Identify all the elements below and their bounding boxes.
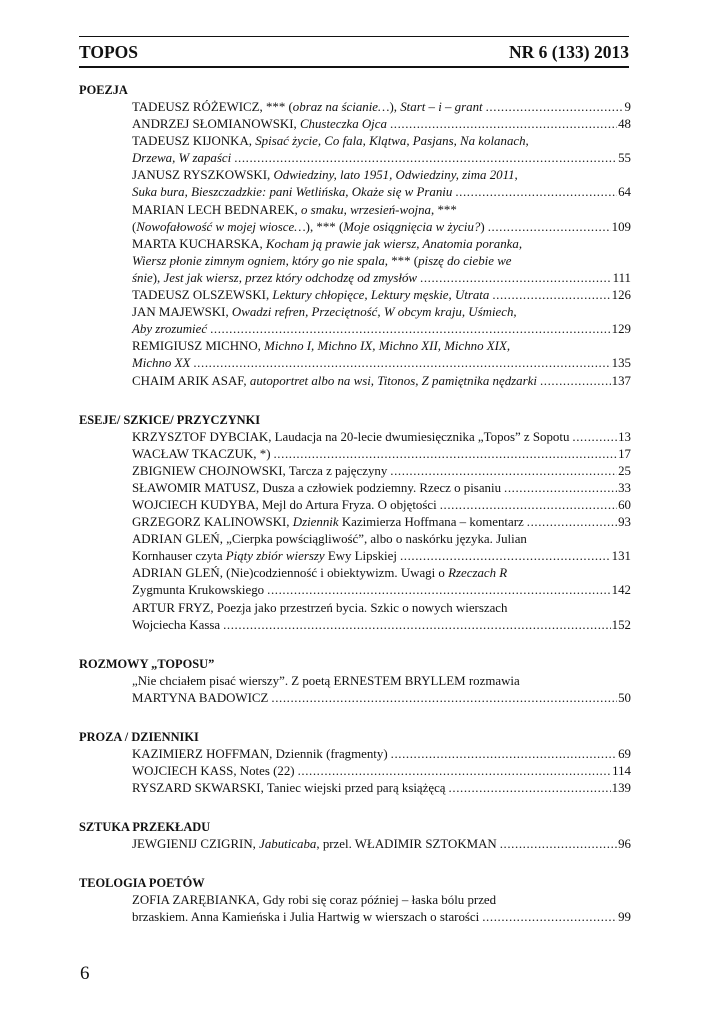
- dot-leader: [455, 184, 617, 201]
- entry-text: [132, 514, 527, 531]
- entry-page-number: 13: [618, 429, 631, 444]
- running-header: [79, 40, 629, 68]
- entry-text: [132, 893, 499, 907]
- section-title: ESEJE/ SZKICE/ PRZYCZYNKI: [79, 412, 261, 427]
- issue-number: NR 6 (133) 2013: [508, 42, 629, 62]
- entry-text: [132, 463, 390, 480]
- dot-leader: [390, 116, 617, 133]
- entry-text-part: ADRIAN GLEŃ, (Nie)codzienność i obiektywizm. Uwagi o: [132, 566, 449, 581]
- toc-entry-line: [79, 167, 631, 184]
- page-number: 6: [80, 963, 90, 984]
- entry-page-number: 64: [618, 185, 631, 200]
- entry-text: [132, 219, 488, 236]
- entry-text: [132, 203, 460, 217]
- dot-leader: [193, 355, 610, 372]
- toc-entry-line: [79, 600, 631, 617]
- toc-entry-line: [79, 202, 631, 219]
- toc-entry-line: [79, 355, 631, 372]
- entry-title-italic: Owadzi refren, Przeciętność, W obcym kraju, Uśmiech,: [231, 305, 517, 320]
- entry-text: [132, 674, 523, 688]
- entry-page-number: 129: [611, 322, 631, 337]
- toc-entry-line: [79, 617, 631, 634]
- entry-text: [132, 270, 420, 287]
- entry-title-italic: Drzewa, W zapaści: [132, 151, 232, 166]
- toc-entry-line: [79, 253, 631, 270]
- entry-text: [132, 150, 234, 167]
- entry-page-number: 50: [618, 690, 631, 705]
- toc-entry-line: [79, 514, 631, 531]
- toc-entry-line: [79, 150, 631, 167]
- entry-text-part: „Nie chciałem pisać wierszy”. Z poetą ERNESTEM BRYLLEM rozmawia: [132, 673, 520, 688]
- entry-title-italic: Odwiedziny, lato 1951, Odwiedziny, zima 2011,: [273, 168, 518, 183]
- entry-text: [132, 746, 391, 763]
- entry-text-part: ZOFIA ZARĘBIANKA, Gdy robi się coraz później – łaska bólu przed: [132, 893, 497, 908]
- entry-page-number: 111: [612, 270, 631, 285]
- entry-page-number: 139: [611, 781, 631, 796]
- entry-page-number: 96: [618, 837, 631, 852]
- toc-section: [79, 412, 631, 634]
- entry-text: [132, 287, 492, 304]
- entry-text-part: Kornhauser czyta: [132, 549, 226, 564]
- entry-text-part: ): [480, 219, 485, 234]
- entry-title-italic: Dziennik: [292, 515, 339, 530]
- entry-title-italic: Rzeczach R: [448, 566, 508, 581]
- entry-text: [132, 548, 400, 565]
- dot-leader: [488, 219, 611, 236]
- toc-entry-line: [79, 673, 631, 690]
- toc-entry-line: [79, 304, 631, 321]
- entry-page-number: 109: [611, 219, 631, 234]
- dot-leader: [223, 617, 611, 634]
- entry-text: [132, 168, 521, 182]
- entry-title-italic: Start – i – grant: [400, 100, 483, 114]
- entry-text: [132, 305, 520, 319]
- toc-entry-line: [79, 531, 631, 548]
- entry-text-part: TADEUSZ RÓŻEWICZ, *** (: [132, 100, 293, 114]
- entry-text-part: Kazimierza Hoffmana – komentarz: [338, 515, 524, 530]
- toc-entry-line: [79, 116, 631, 133]
- entry-text: [132, 909, 482, 926]
- entry-text-part: SŁAWOMIR MATUSZ, Dusza a człowiek podziemny. Rzecz o pisaniu: [132, 480, 502, 495]
- entry-text: [132, 836, 500, 853]
- entry-title-italic: Suka bura, Bieszczadzkie: pani Wetlińska, Okaże się w Praniu: [132, 185, 453, 200]
- entry-text: [132, 480, 504, 497]
- dot-leader: [572, 429, 617, 446]
- toc-entry-line: [79, 548, 631, 565]
- entry-text-part: ),: [152, 270, 164, 285]
- dot-leader: [390, 463, 617, 480]
- entry-page-number: 55: [618, 151, 631, 166]
- entry-text-part: RYSZARD SKWARSKI, Taniec wiejski przed parą książęcą: [132, 781, 446, 796]
- entry-text: [132, 566, 510, 580]
- entry-title-italic: autoportret albo na wsi, Titonos, Z pamiętnika nędzarki: [249, 373, 537, 388]
- journal-title: TOPOS: [79, 42, 139, 62]
- section-title: PROZA / DZIENNIKI: [79, 729, 199, 744]
- entry-page-number: 60: [618, 497, 631, 512]
- entry-text: [132, 355, 193, 372]
- entry-text-part: ARTUR FRYZ, Poezja jako przestrzeń bycia. Szkic o nowych wierszach: [132, 600, 508, 615]
- entry-title-italic: Moje osiągnięcia w życiu?: [343, 219, 481, 234]
- entry-text-part: KAZIMIERZ HOFFMAN, Dziennik (fragmenty): [132, 746, 388, 761]
- dot-leader: [449, 780, 611, 797]
- dot-leader: [391, 746, 617, 763]
- toc-entry-line: [79, 446, 631, 463]
- entry-text: [132, 763, 298, 780]
- toc-entry-line: [79, 219, 631, 236]
- entry-page-number: 33: [618, 480, 631, 495]
- toc-entry-line: [79, 746, 631, 763]
- toc-entry-line: [79, 287, 631, 304]
- dot-leader: [492, 287, 610, 304]
- toc-entry-line: [79, 184, 631, 201]
- entry-text-part: WACŁAW TKACZUK, *): [132, 446, 271, 461]
- toc-entry-line: [79, 373, 631, 390]
- entry-text: [132, 617, 223, 634]
- entry-text-part: KRZYSZTOF DYBCIAK, Laudacja na 20-lecie dwumiesięcznika „Topos” z Sopotu: [132, 429, 570, 444]
- toc-entry-line: [79, 582, 631, 599]
- entry-text: [132, 373, 540, 390]
- toc-entry-line: [79, 763, 631, 780]
- dot-leader: [486, 99, 624, 116]
- entry-text-part: REMIGIUSZ MICHNO,: [132, 339, 265, 354]
- entry-text-part: (: [132, 219, 137, 234]
- table-of-contents: [79, 82, 631, 948]
- entry-page-number: 17: [618, 446, 631, 461]
- entry-title-italic: piszę do ciebie we: [418, 253, 512, 268]
- entry-text: [132, 237, 525, 251]
- toc-entry-line: [79, 236, 631, 253]
- entry-text: [132, 582, 267, 599]
- entry-text-part: , przel. WŁADIMIR SZTOKMAN: [316, 837, 497, 852]
- dot-leader: [540, 373, 611, 390]
- entry-title-italic: Spisać życie, Co fala, Klątwa, Pasjans, Na kolanach,: [255, 134, 529, 149]
- toc-entry-line: [79, 338, 631, 355]
- entry-page-number: 114: [612, 764, 631, 778]
- top-rule: [79, 36, 629, 37]
- entry-text-part: ANDRZEJ SŁOMIANOWSKI,: [132, 117, 300, 132]
- toc-entry-line: [79, 909, 631, 926]
- toc-entry-line: [79, 463, 631, 480]
- entry-text-part: JEWGIENIJ CZIGRIN,: [132, 837, 260, 852]
- dot-leader: [482, 909, 617, 926]
- entry-text-part: JAN MAJEWSKI,: [132, 305, 232, 320]
- entry-text-part: ZBIGNIEW CHOJNOWSKI, Tarcza z pajęczyny: [132, 463, 388, 478]
- section-title: POEZJA: [79, 83, 128, 97]
- entry-page-number: 25: [618, 463, 631, 478]
- entry-text-part: TADEUSZ KIJONKA,: [132, 134, 256, 149]
- entry-text: [132, 532, 530, 546]
- entry-title-italic: Michno XX: [132, 356, 191, 371]
- entry-text: [132, 254, 515, 268]
- dot-leader: [400, 548, 611, 565]
- toc-entry-line: [79, 480, 631, 497]
- toc-entry-line: [79, 836, 631, 853]
- entry-text: [132, 601, 510, 615]
- toc-entry-line: [79, 99, 631, 116]
- toc-entry-line: [79, 429, 631, 446]
- entry-page-number: 137: [611, 373, 631, 388]
- entry-text-part: ADRIAN GLEŃ, „Cierpka powściągliwość”, albo o naskórku języka. Julian: [132, 532, 527, 547]
- entry-text: [132, 446, 273, 463]
- dot-leader: [271, 690, 617, 707]
- entry-text: [132, 339, 513, 353]
- entry-page-number: 99: [618, 910, 631, 925]
- entry-page-number: 135: [611, 356, 631, 371]
- entry-text: [132, 116, 390, 133]
- entry-text-part: MARTA KUCHARSKA,: [132, 236, 266, 251]
- entry-title-italic: Aby zrozumieć: [132, 322, 208, 337]
- entry-text-part: MARIAN LECH BEDNAREK,: [132, 202, 302, 217]
- entry-text-part: MARTYNA BADOWICZ: [132, 690, 269, 705]
- toc-entry-line: [79, 565, 631, 582]
- entry-title-italic: Chusteczka Ojca: [299, 117, 387, 132]
- dot-leader: [210, 321, 611, 338]
- dot-leader: [420, 270, 612, 287]
- toc-section: [79, 82, 631, 390]
- entry-text: [132, 184, 455, 201]
- entry-text-part: Ewy Lipskiej: [324, 549, 397, 564]
- entry-text: [132, 780, 449, 797]
- entry-page-number: 131: [611, 549, 631, 564]
- entry-title-italic: Lektury chłopięce, Lektury męskie, Utrata: [272, 288, 490, 303]
- entry-page-number: 48: [618, 117, 631, 132]
- entry-text-part: Wojciecha Kassa: [132, 617, 221, 632]
- entry-text-part: GRZEGORZ KALINOWSKI,: [132, 515, 293, 530]
- entry-title-italic: Kocham ją prawie jak wiersz, Anatomia poranka,: [265, 236, 523, 251]
- entry-page-number: 152: [611, 617, 631, 632]
- entry-text-part: brzaskiem. Anna Kamieńska i Julia Hartwig w wierszach o starości: [132, 910, 480, 925]
- dot-leader: [440, 497, 617, 514]
- entry-page-number: 126: [611, 288, 631, 303]
- toc-entry-line: [79, 497, 631, 514]
- entry-page-number: 93: [618, 515, 631, 530]
- entry-text-part: , *** (: [384, 253, 419, 268]
- entry-title-italic: o smaku, wrzesień-wojna: [301, 202, 431, 217]
- entry-page-number: 9: [624, 100, 631, 114]
- section-title: SZTUKA PRZEKŁADU: [79, 820, 211, 835]
- entry-title-italic: Jest jak wiersz, przez który odchodzę od zmysłów: [163, 270, 418, 285]
- entry-text-part: , ***: [431, 202, 457, 217]
- entry-title-italic: Jabuticaba: [259, 837, 317, 852]
- toc-section: [79, 819, 631, 853]
- dot-leader: [527, 514, 617, 531]
- entry-title-italic: Piąty zbiór wierszy: [225, 549, 325, 564]
- entry-text-part: JANUSZ RYSZKOWSKI,: [132, 168, 274, 183]
- entry-text-part: ), *** (: [305, 219, 344, 234]
- entry-title-italic: śnie: [132, 270, 153, 285]
- entry-text: [132, 99, 486, 116]
- entry-page-number: 142: [611, 583, 631, 598]
- dot-leader: [500, 836, 617, 853]
- dot-leader: [234, 150, 617, 167]
- toc-entry-line: [79, 321, 631, 338]
- entry-text-part: Zygmunta Krukowskiego: [132, 583, 265, 598]
- entry-text: [132, 134, 532, 148]
- entry-title-italic: Wiersz płonie zimnym ogniem, który go nie spala: [132, 253, 385, 268]
- toc-entry-line: [79, 133, 631, 150]
- section-title: ROZMOWY „TOPOSU”: [79, 656, 215, 671]
- toc-entry-line: [79, 892, 631, 909]
- toc-section: [79, 875, 631, 926]
- entry-text-part: CHAIM ARIK ASAF,: [132, 373, 250, 388]
- entry-text-part: WOJCIECH KUDYBA, Mejl do Artura Fryza. O objętości: [132, 497, 437, 512]
- entry-title-italic: obraz na ścianie…: [292, 100, 390, 114]
- dot-leader: [267, 582, 611, 599]
- entry-text: [132, 321, 210, 338]
- entry-text: [132, 429, 572, 446]
- dot-leader: [504, 480, 617, 497]
- entry-text-part: ),: [389, 100, 401, 114]
- dot-leader: [298, 763, 612, 780]
- entry-text-part: TADEUSZ OLSZEWSKI,: [132, 288, 273, 303]
- dot-leader: [273, 446, 617, 463]
- toc-entry-line: [79, 690, 631, 707]
- entry-title-italic: Michno I, Michno IX, Michno XII, Michno XIX,: [264, 339, 511, 354]
- section-title: TEOLOGIA POETÓW: [79, 876, 205, 891]
- entry-text: [132, 690, 271, 707]
- entry-text: [132, 497, 440, 514]
- entry-page-number: 69: [618, 746, 631, 761]
- toc-entry-line: [79, 780, 631, 797]
- toc-section: [79, 729, 631, 797]
- entry-text-part: WOJCIECH KASS, Notes (22): [132, 764, 295, 778]
- entry-title-italic: Nowofałowość w mojej wiosce…: [136, 219, 306, 234]
- toc-entry-line: [79, 270, 631, 287]
- toc-section: [79, 656, 631, 707]
